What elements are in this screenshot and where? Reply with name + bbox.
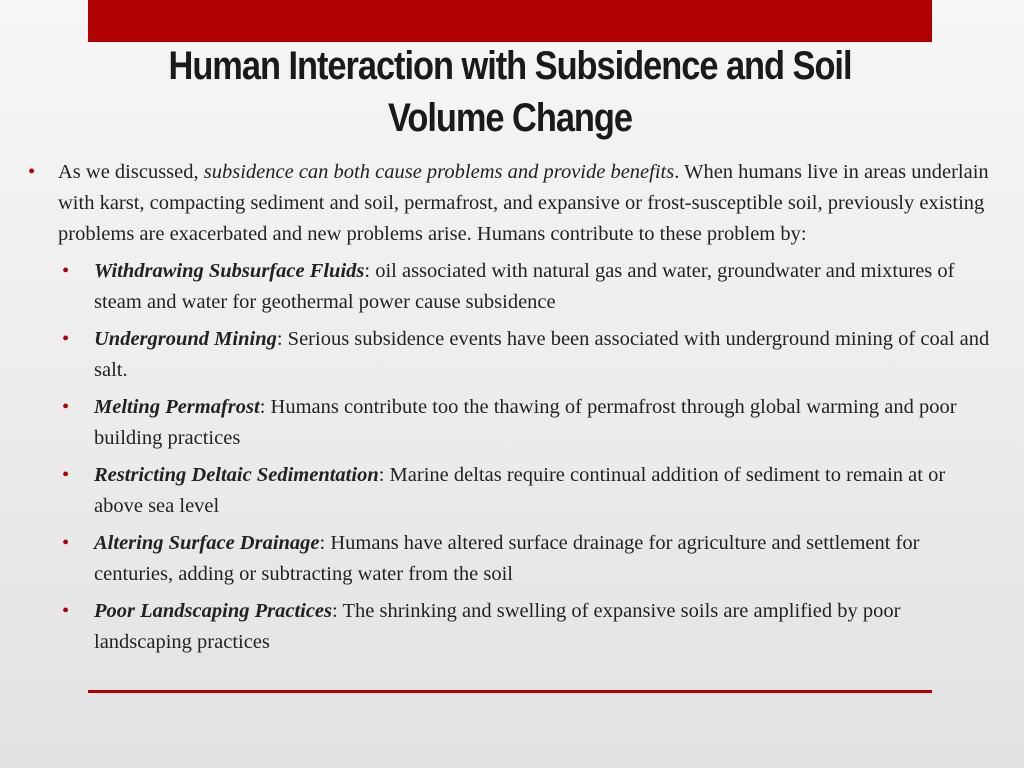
- item-term: Restricting Deltaic Sedimentation: [94, 464, 379, 486]
- item-term: Poor Landscaping Practices: [94, 600, 333, 622]
- bullet-icon: •: [62, 396, 70, 418]
- item-term: Withdrawing Subsurface Fluids: [94, 260, 365, 282]
- item-text: : Marine deltas require continual addition of sediment to remain at or above sea level: [94, 464, 946, 517]
- list-item: [28, 596, 990, 658]
- list-item: [28, 324, 990, 386]
- sub-bullet-list: [28, 256, 990, 658]
- bullet-icon: •: [62, 600, 70, 622]
- list-item: [28, 528, 990, 590]
- bullet-icon: •: [62, 328, 70, 350]
- item-text: : The shrinking and swelling of expansive soils are amplified by poor landscaping practices: [94, 600, 901, 653]
- item-term: Underground Mining: [94, 328, 277, 350]
- slide-body: [28, 157, 990, 664]
- intro-emphasis: subsidence can both cause problems and provide benefits: [203, 161, 675, 183]
- bottom-accent-rule: [88, 690, 932, 693]
- intro-rest: . When humans live in areas underlain with karst, compacting sediment and soil, permafrost, and expansive or frost-susceptible soil, previously existing problems are exacerbated and new problems arise. Humans contribute to these problem by:: [58, 161, 989, 245]
- bullet-icon: •: [62, 260, 70, 282]
- item-text: : oil associated with natural gas and water, groundwater and mixtures of steam and water for geothermal power cause subsidence: [94, 260, 955, 313]
- item-term: Altering Surface Drainage: [94, 532, 320, 554]
- item-term: Melting Permafrost: [94, 396, 260, 418]
- slide-title-line-1: Human Interaction with Subsidence and Soil: [168, 44, 852, 88]
- item-text: : Serious subsidence events have been associated with underground mining of coal and salt.: [94, 328, 990, 381]
- list-item: [28, 256, 990, 318]
- list-item: [28, 460, 990, 522]
- intro-bullet: [28, 157, 990, 250]
- bullet-icon: •: [62, 532, 70, 554]
- list-item: [28, 392, 990, 454]
- bullet-icon: •: [28, 161, 36, 183]
- item-text: : Humans contribute too the thawing of permafrost through global warming and poor building practices: [94, 396, 957, 449]
- slide-title-line-2: Volume Change: [388, 96, 632, 140]
- top-accent-bar: [88, 0, 932, 42]
- item-text: : Humans have altered surface drainage for agriculture and settlement for centuries, adding or subtracting water from the soil: [94, 532, 920, 585]
- intro-lead: As we discussed,: [58, 161, 204, 183]
- slide-title: [123, 40, 897, 144]
- bullet-icon: •: [62, 464, 70, 486]
